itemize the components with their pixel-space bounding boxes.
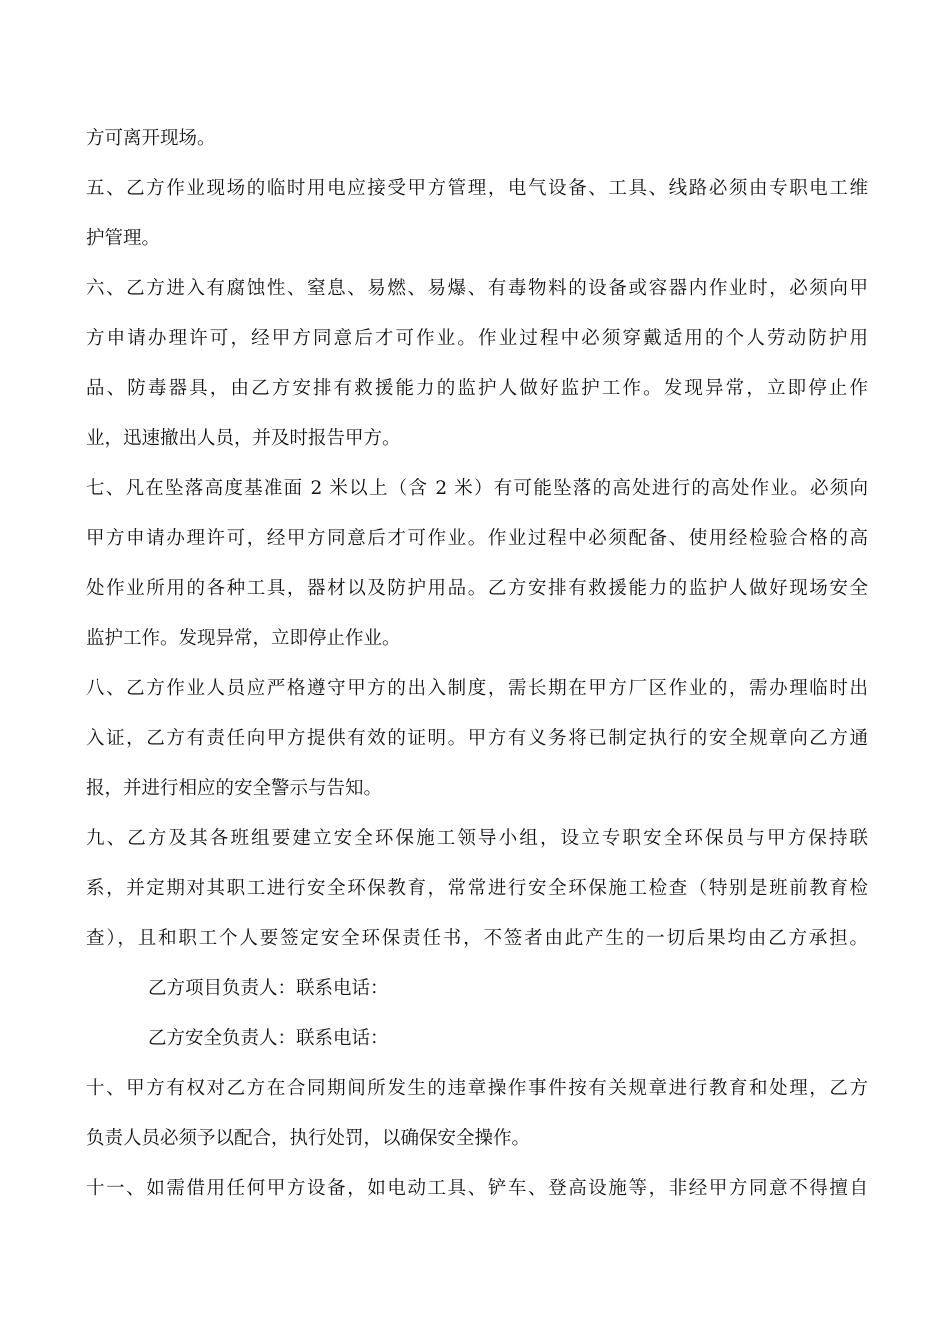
text-line: 十、甲方有权对乙方在合同期间所发生的违章操作事件按有关规章进行教育和处理，乙方	[86, 1078, 868, 1099]
text-line: 处作业所用的各种工具，器材以及防护用品。乙方安排有救援能力的监护人做好现场安全	[86, 578, 868, 599]
text-line: 入证，乙方有责任向甲方提供有效的证明。甲方有义务将已制定执行的安全规章向乙方通	[86, 728, 868, 749]
text-line: 方申请办理许可，经甲方同意后才可作业。作业过程中必须穿戴适用的个人劳动防护用	[86, 328, 868, 349]
text-line: 业，迅速撤出人员，并及时报告甲方。	[86, 428, 401, 449]
text-line: 七、凡在坠落高度基准面 2 米以上（含 2 米）有可能坠落的高处进行的高处作业。必须向	[86, 478, 868, 499]
text-line: 六、乙方进入有腐蚀性、窒息、易燃、易爆、有毒物料的设备或容器内作业时，必须向甲	[86, 278, 868, 299]
text-line: 五、乙方作业现场的临时用电应接受甲方管理，电气设备、工具、线路必须由专职电工维	[86, 178, 868, 199]
text-line: 品、防毒器具，由乙方安排有救援能力的监护人做好监护工作。发现异常，立即停止作	[86, 378, 868, 399]
text-line: 护管理。	[86, 228, 161, 249]
text-line: 系，并定期对其职工进行安全环保教育，常常进行安全环保施工检查（特别是班前教育检	[86, 878, 868, 899]
text-line: 负责人员必须予以配合，执行处罚，以确保安全操作。	[86, 1128, 531, 1149]
text-line: 甲方申请办理许可，经甲方同意后才可作业。作业过程中必须配备、使用经检验合格的高	[86, 528, 868, 549]
contact-line: 乙方安全负责人：联系电话：	[148, 1028, 389, 1049]
text-line: 十一、如需借用任何甲方设备，如电动工具、铲车、登高设施等，非经甲方同意不得擅自	[86, 1178, 868, 1199]
text-line: 方可离开现场。	[86, 128, 216, 149]
text-line: 监护工作。发现异常，立即停止作业。	[86, 628, 401, 649]
text-line: 八、乙方作业人员应严格遵守甲方的出入制度，需长期在甲方厂区作业的，需办理临时出	[86, 678, 868, 699]
text-line: 报，并进行相应的安全警示与告知。	[86, 778, 383, 799]
contact-line: 乙方项目负责人：联系电话：	[148, 978, 389, 999]
text-line: 九、乙方及其各班组要建立安全环保施工领导小组，设立专职安全环保员与甲方保持联	[86, 828, 868, 849]
text-line: 查），且和职工个人要签定安全环保责任书，不签者由此产生的一切后果均由乙方承担。	[86, 928, 868, 949]
